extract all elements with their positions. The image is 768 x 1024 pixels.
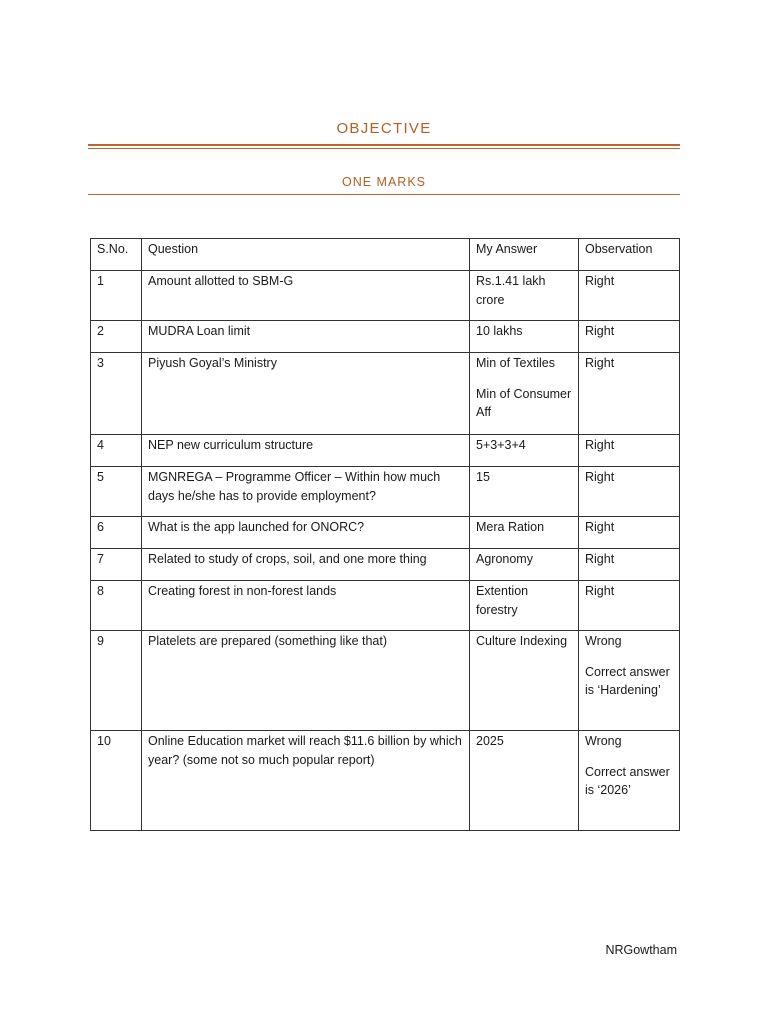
cell-sno: 3 [91, 353, 142, 435]
cell-my-answer [470, 353, 579, 435]
cell-sno: 9 [91, 631, 142, 731]
table-row [91, 435, 680, 467]
cell-question: Piyush Goyal’s Ministry [142, 353, 470, 435]
table-row [91, 517, 680, 549]
heading-rule-thin [88, 148, 680, 149]
author-footer: NRGowtham [605, 943, 677, 957]
cell-sno: 10 [91, 731, 142, 831]
header-my-answer: My Answer [470, 239, 579, 271]
answer-paragraph: 5+3+3+4 [476, 438, 526, 452]
cell-observation [579, 271, 680, 321]
page-heading: OBJECTIVE [336, 120, 432, 137]
table-row [91, 467, 680, 517]
table-row [91, 581, 680, 631]
cell-observation [579, 631, 680, 731]
header-question: Question [142, 239, 470, 271]
cell-observation [579, 731, 680, 831]
table-body [91, 271, 680, 831]
cell-question: NEP new curriculum structure [142, 435, 470, 467]
table-row [91, 731, 680, 831]
cell-question: Online Education market will reach $11.6 billion by which year? (some not so much popular report) [142, 731, 470, 831]
observation-paragraph: Right [585, 438, 615, 452]
table-row [91, 321, 680, 353]
cell-sno: 7 [91, 549, 142, 581]
subheading-rule [88, 194, 680, 195]
cell-my-answer [470, 731, 579, 831]
page-subheading: ONE MARKS [341, 175, 426, 189]
cell-my-answer [470, 631, 579, 731]
answer-paragraph: Agronomy [476, 552, 533, 566]
cell-observation [579, 321, 680, 353]
cell-my-answer [470, 517, 579, 549]
table-row [91, 271, 680, 321]
cell-sno: 1 [91, 271, 142, 321]
header-observation: Observation [579, 239, 680, 271]
cell-sno: 2 [91, 321, 142, 353]
answer-paragraph: Culture Indexing [476, 634, 568, 648]
answer-paragraph: 2025 [476, 734, 504, 748]
heading-rule-thick [88, 144, 680, 146]
cell-my-answer [470, 435, 579, 467]
cell-observation [579, 467, 680, 517]
cell-my-answer [470, 271, 579, 321]
answer-paragraph: Mera Ration [476, 520, 545, 534]
table-header-row [91, 239, 680, 271]
cell-question: MUDRA Loan limit [142, 321, 470, 353]
table-row [91, 631, 680, 731]
answer-paragraph: Min of Textiles [476, 356, 555, 370]
observation-paragraph: Right [585, 356, 615, 370]
observation-paragraph: Right [585, 584, 615, 598]
cell-question: MGNREGA – Programme Officer – Within how much days he/she has to provide employment? [142, 467, 470, 517]
cell-observation [579, 435, 680, 467]
answer-paragraph: Extention forestry [476, 584, 529, 617]
observation-paragraph: Wrong [585, 634, 622, 648]
observation-paragraph: Right [585, 274, 615, 288]
cell-question: Platelets are prepared (something like that) [142, 631, 470, 731]
table-row [91, 353, 680, 435]
observation-paragraph: Right [585, 552, 615, 566]
cell-my-answer [470, 549, 579, 581]
cell-my-answer [470, 321, 579, 353]
observation-paragraph: Right [585, 520, 615, 534]
answer-paragraph: Min of Consumer Aff [476, 386, 572, 419]
cell-sno: 5 [91, 467, 142, 517]
table-row [91, 549, 680, 581]
cell-question: Creating forest in non-forest lands [142, 581, 470, 631]
cell-observation [579, 517, 680, 549]
observation-paragraph: Right [585, 324, 615, 338]
cell-question: Amount allotted to SBM-G [142, 271, 470, 321]
cell-observation [579, 353, 680, 435]
answers-table [90, 238, 680, 831]
cell-my-answer [470, 581, 579, 631]
cell-my-answer [470, 467, 579, 517]
observation-paragraph: Correct answer is ‘Hardening’ [585, 664, 670, 697]
observation-paragraph: Correct answer is ‘2026’ [585, 764, 670, 797]
header-sno: S.No. [91, 239, 142, 271]
cell-observation [579, 581, 680, 631]
cell-question: Related to study of crops, soil, and one more thing [142, 549, 470, 581]
cell-observation [579, 549, 680, 581]
cell-sno: 8 [91, 581, 142, 631]
answer-paragraph: 10 lakhs [476, 324, 523, 338]
answer-paragraph: 15 [476, 470, 490, 484]
answer-paragraph: Rs.1.41 lakh crore [476, 274, 546, 307]
observation-paragraph: Wrong [585, 734, 622, 748]
cell-sno: 4 [91, 435, 142, 467]
cell-question: What is the app launched for ONORC? [142, 517, 470, 549]
cell-sno: 6 [91, 517, 142, 549]
observation-paragraph: Right [585, 470, 615, 484]
